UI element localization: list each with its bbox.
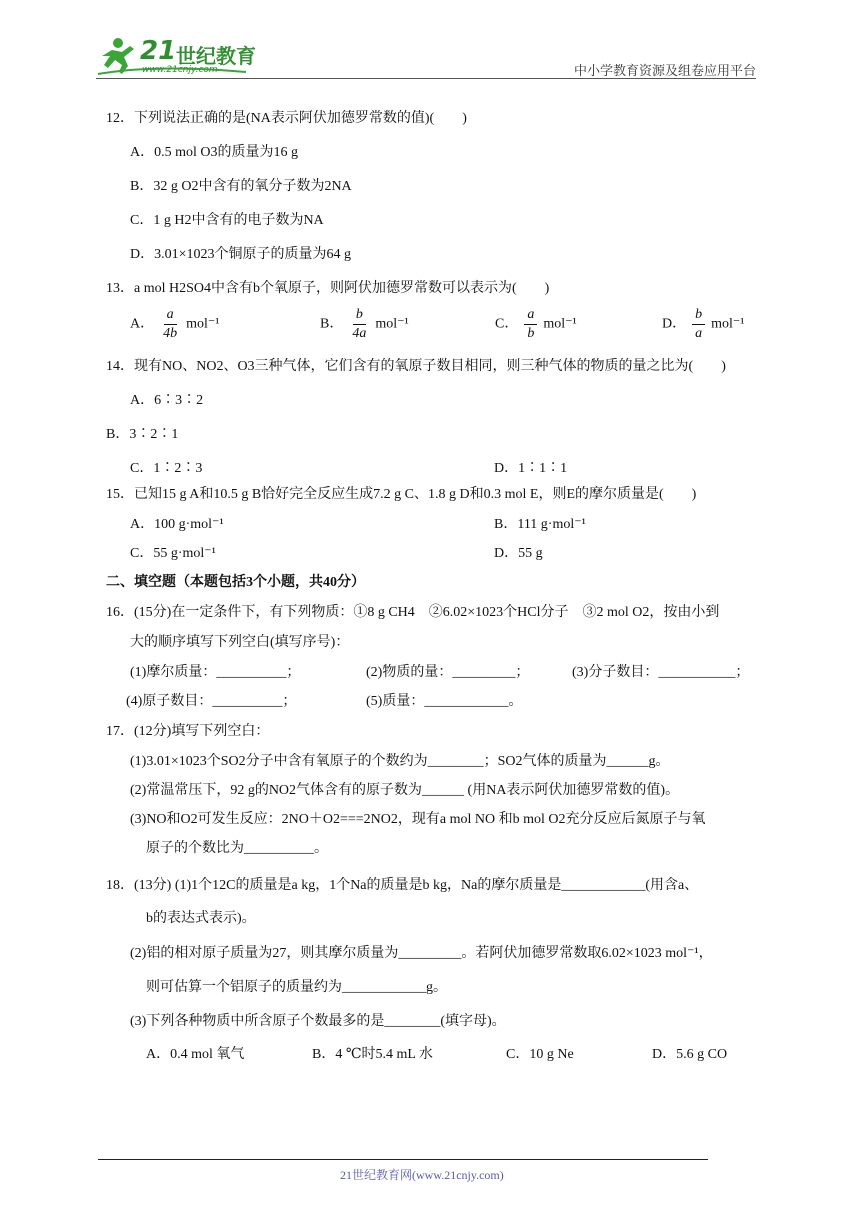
q18-option-b: B．4 ℃时5.4 mL 水 xyxy=(312,1047,433,1062)
q17-part-2: (2)常温常压下，92 g的NO2气体含有的原子数为______ (用NA表示阿伏加德罗常数的值)。 xyxy=(130,783,680,798)
q13-b-numerator: b xyxy=(353,306,366,325)
q13-c-label: C． xyxy=(495,316,519,332)
q18-option-a: A．0.4 mol 氧气 xyxy=(146,1047,245,1062)
logo-text: 世纪教育 xyxy=(176,44,256,68)
q14-stem: 14．现有NO、NO2、O3三种气体，它们含有的氧原子数目相同，则三种气体的物质的量之比为( ) xyxy=(106,359,726,374)
q16-blank-4: (4)原子数目：__________； xyxy=(126,694,297,709)
q15-option-d: D．55 g xyxy=(494,546,543,561)
q12-option-d: D．3.01×1023个铜原子的质量为64 g xyxy=(130,247,352,262)
q13-b-denominator: 4a xyxy=(352,326,367,341)
q16-blank-1: (1)摩尔质量：__________； xyxy=(130,665,301,680)
q13-c-numerator: a xyxy=(524,306,537,325)
q13-b-fraction xyxy=(349,306,369,343)
q12-option-a: A．0.5 mol O3的质量为16 g xyxy=(130,145,298,160)
q16-stem-line1: 16．(15分)在一定条件下，有下列物质：①8 g CH4 ②6.02×1023个HCl分子 ③2 mol O2，按由小到 xyxy=(106,605,720,620)
footer-site-link[interactable]: 21世纪教育网(www.21cnjy.com) xyxy=(340,1168,504,1182)
q18-part-2-line1: (2)铝的相对原子质量为27，则其摩尔质量为_________。若阿伏加德罗常数取6.02×1023 mol⁻¹， xyxy=(130,946,713,961)
q13-b-unit: mol⁻¹ xyxy=(375,316,409,332)
q13-c-denominator: b xyxy=(527,326,535,341)
q17-stem: 17．(12分)填写下列空白： xyxy=(106,724,270,739)
q13-stem: 13．a mol H2SO4中含有b个氧原子，则阿伏加德罗常数可以表示为( ) xyxy=(106,281,550,296)
q14-option-b: B．3∶2∶1 xyxy=(106,427,179,442)
q17-part-1: (1)3.01×1023个SO2分子中含有氧原子的个数约为________；SO2气体的质量为______g。 xyxy=(130,754,670,769)
q13-option-b xyxy=(320,306,409,343)
section-title-fill-in: 二、填空题（本题包括3个小题，共40分） xyxy=(106,575,365,590)
q16-stem-line2: 大的顺序填写下列空白(填写序号)： xyxy=(130,635,350,650)
q15-option-b: B．111 g·mol⁻¹ xyxy=(494,517,586,532)
q18-part-1-line1: 18．(13分) (1)1个12C的质量是a kg，1个Na的质量是b kg，Na的摩尔质量是____________(用含a、 xyxy=(106,878,699,893)
site-logo xyxy=(96,34,256,80)
header-platform-name: 中小学教育资源及组卷应用平台 xyxy=(574,64,757,79)
q13-option-c xyxy=(495,306,577,343)
header-divider xyxy=(96,78,756,79)
q12-option-c: C．1 g H2中含有的电子数为NA xyxy=(130,213,324,228)
q13-d-numerator: b xyxy=(692,306,705,325)
q18-option-c: C．10 g Ne xyxy=(506,1047,574,1062)
q17-part-3-line1: (3)NO和O2可发生反应：2NO＋O2===2NO2，现有a mol NO 和b mol O2充分反应后氮原子与氧 xyxy=(130,812,706,827)
footer-divider xyxy=(98,1159,708,1160)
q13-d-label: D． xyxy=(662,316,687,332)
q13-c-fraction xyxy=(524,306,537,343)
q15-option-a: A．100 g·mol⁻¹ xyxy=(130,517,224,532)
q16-blank-5: (5)质量：____________。 xyxy=(366,694,523,709)
q13-c-unit: mol⁻¹ xyxy=(543,316,577,332)
q16-blank-3: (3)分子数目：___________； xyxy=(572,665,750,680)
logo-url: www.21cnjy.com xyxy=(142,65,218,75)
q18-part-2-line2: 则可估算一个铝原子的质量约为____________g。 xyxy=(146,980,447,995)
q13-option-d xyxy=(662,306,745,343)
logo-number: 21 xyxy=(140,36,177,66)
q14-option-a: A．6∶3∶2 xyxy=(130,393,204,408)
q15-stem: 15．已知15 g A和10.5 g B恰好完全反应生成7.2 g C、1.8 g D和0.3 mol E，则E的摩尔质量是( ) xyxy=(106,487,697,502)
q17-part-3-line2: 原子的个数比为__________。 xyxy=(146,841,328,856)
q13-a-unit: mol⁻¹ xyxy=(186,316,220,332)
q14-option-c: C．1∶2∶3 xyxy=(130,461,203,476)
q15-option-c: C．55 g·mol⁻¹ xyxy=(130,546,216,561)
q13-b-label: B． xyxy=(320,316,344,332)
q13-a-numerator: a xyxy=(164,306,177,325)
q13-d-denominator: a xyxy=(695,326,703,341)
q12-stem-text: 12．下列说法正确的是(NA表示阿伏加德罗常数的值)( ) xyxy=(106,111,467,126)
q18-part-1-line2: b的表达式表示)。 xyxy=(146,911,256,926)
q13-a-denominator: 4b xyxy=(163,326,178,341)
q12-stem xyxy=(106,107,467,127)
q13-a-label: A． xyxy=(130,316,155,332)
q13-d-fraction xyxy=(692,306,705,343)
q12-option-b: B．32 g O2中含有的氧分子数为2NA xyxy=(130,179,352,194)
q16-blank-2: (2)物质的量：_________； xyxy=(366,665,530,680)
q13-option-a xyxy=(130,306,220,343)
q14-option-d: D．1∶1∶1 xyxy=(494,461,568,476)
q13-d-unit: mol⁻¹ xyxy=(711,316,745,332)
q13-a-fraction xyxy=(160,306,180,343)
q18-option-d: D．5.6 g CO xyxy=(652,1047,728,1062)
q18-part-3: (3)下列各种物质中所含原子个数最多的是________(填字母)。 xyxy=(130,1014,506,1029)
